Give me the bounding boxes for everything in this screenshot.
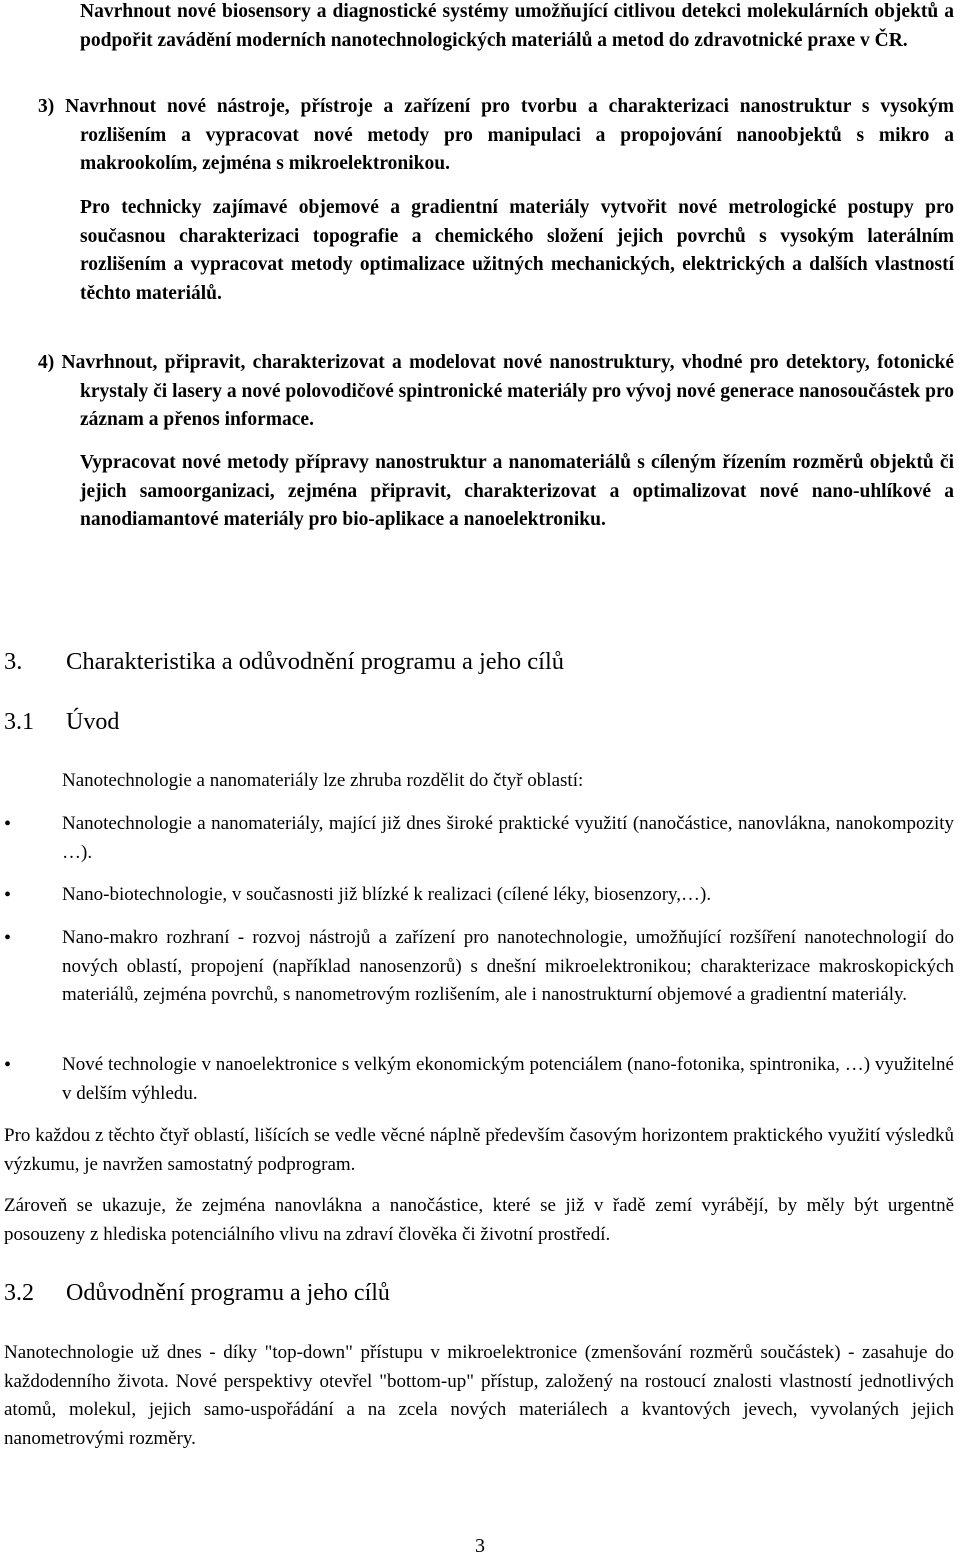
paragraph-biosensors: Navrhnout nové biosensory a diagnostické systémy umožňující citlivou detekci molekulárních objektů a podpořit zavádění moderních nanotechnologických materiálů a metod do zdravotnické praxe v ČR. bbox=[80, 1, 954, 51]
section-number: 3.1 bbox=[4, 709, 34, 735]
section-3-heading bbox=[0, 648, 960, 676]
paragraph-subprograms: Pro každou z těchto čtyř oblastí, lišících se vedle věcné náplně především časovým horizontem praktického využití výsledků výzkumu, je navržen samostatný podprogram. bbox=[4, 1125, 954, 1175]
page-number: 3 bbox=[475, 1535, 485, 1557]
bullet-icon: • bbox=[4, 884, 12, 906]
bullet-text: Nanotechnologie a nanomateriály, mající již dnes široké praktické využití (nanočástice, nanovlákna, nanokompozity …). bbox=[62, 813, 954, 863]
bullet-item bbox=[0, 924, 960, 1010]
intro-sentence: Nanotechnologie a nanomateriály lze zhruba rozdělit do čtyř oblastí: bbox=[62, 770, 584, 791]
item-4-subparagraph-block bbox=[0, 449, 960, 535]
list-item-3: 3) Navrhnout nové nástroje, přístroje a zařízení pro tvorbu a charakterizaci nanostruktur s vysokým rozlišením a vypracovat nové metody pro manipulaci a propojování nanoobjektů s mikro a makrookolím, zejména s mikroelektronikou. bbox=[38, 96, 954, 174]
paragraph-nanostructures: Vypracovat nové metody přípravy nanostruktur a nanomateriálů s cíleným řízením rozměrů objektů či jejich samoorganizaci, zejména připravit, charakterizovat a optimalizovat nové nano-uhlíkové a nanodiamantové materiály pro bio-aplikace a nanoelektroniku. bbox=[80, 452, 954, 530]
intro-line-block bbox=[0, 767, 960, 796]
item-3-block bbox=[0, 93, 960, 179]
section-3-2-heading bbox=[0, 1280, 960, 1307]
bullet-item bbox=[0, 881, 960, 910]
section-title: Úvod bbox=[66, 709, 120, 735]
bullet-icon: • bbox=[4, 1054, 12, 1076]
section-title: Charakteristika a odůvodnění programu a jeho cílů bbox=[66, 648, 565, 675]
paragraph-health-risk: Zároveň se ukazuje, že zejména nanovlákna a nanočástice, které se již v řadě zemí vyrábějí, by měly být urgentně posouzeny z hlediska potenciálního vlivu na zdraví člověka či životní prostředí. bbox=[4, 1195, 954, 1245]
section-3-1-heading bbox=[0, 709, 960, 736]
section-number: 3.2 bbox=[4, 1280, 34, 1306]
section-number: 3. bbox=[4, 648, 23, 675]
bullet-text: Nano-makro rozhraní - rozvoj nástrojů a zařízení pro nanotechnologie, umožňující rozšíření nanotechnologií do nových oblastí, propojení (například nanosenzorů) s dnešní mikroelektronikou; charakterizace makroskopických materiálů, zejména povrchů, s nanometrovým rozlišením, ale i nanostrukturní objemové a gradientní materiály. bbox=[62, 927, 954, 1005]
list-item-4: 4) Navrhnout, připravit, charakterizovat a modelovat nové nanostruktury, vhodné pro detektory, fotonické krystaly či lasery a nové polovodičové spintronické materiály pro vývoj nové generace nanosoučástek pro záznam a přenos informace. bbox=[38, 352, 954, 430]
risk-paragraph-block bbox=[0, 1192, 960, 1249]
paragraph-metrology: Pro technicky zajímavé objemové a gradientní materiály vytvořit nové metrologické postupy pro současnou charakterizaci topografie a chemického složení jejich povrchů s vysokým laterálním rozlišením a vypracovat metody optimalizace užitných mechanických, elektrických a dalších vlastností těchto materiálů. bbox=[80, 197, 954, 304]
areas-paragraph-block bbox=[0, 1122, 960, 1179]
section-title: Odůvodnění programu a jeho cílů bbox=[66, 1280, 390, 1306]
bullet-icon: • bbox=[4, 813, 12, 835]
item-3-subparagraph-block bbox=[0, 194, 960, 308]
final-paragraph-block bbox=[0, 1339, 960, 1453]
paragraph-top-down-bottom-up: Nanotechnologie už dnes - díky "top-down" přístupu v mikroelektronice (zmenšování rozměrů součástek) - zasahuje do každodenního života. Nové perspektivy otevřel "bottom-up" přístup, založený na rostoucí znalosti vlastností jednotlivých atomů, molekul, jejich samo-uspořádání a na zcela nových materiálech a kvantových jevech, vyvolaných jejich nanometrovými rozměry. bbox=[4, 1342, 954, 1449]
top-paragraph-block bbox=[0, 0, 960, 55]
item-4-block bbox=[0, 349, 960, 435]
bullet-text: Nano-biotechnologie, v současnosti již blízké k realizaci (cílené léky, biosenzory,…). bbox=[62, 884, 712, 905]
bullet-text: Nové technologie v nanoelektronice s velkým ekonomickým potenciálem (nano-fotonika, spintronika, …) využitelné v delším výhledu. bbox=[62, 1054, 954, 1104]
bullet-item bbox=[0, 1051, 960, 1108]
bullet-item bbox=[0, 810, 960, 867]
bullet-icon: • bbox=[4, 927, 12, 949]
